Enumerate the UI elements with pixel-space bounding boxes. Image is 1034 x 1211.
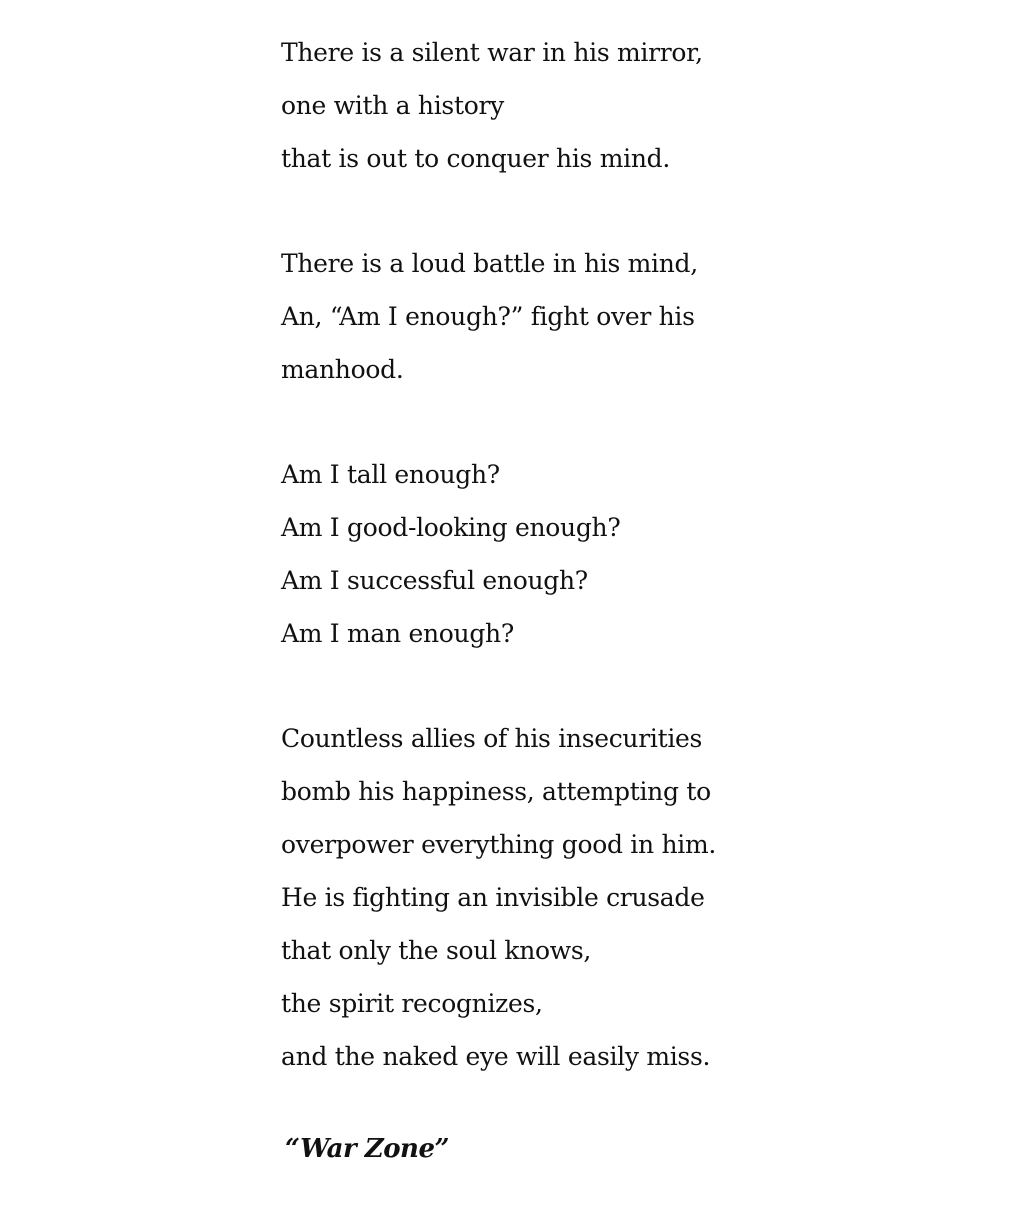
poem-line: Am I man enough? (281, 619, 514, 648)
poem-line: Am I tall enough? (281, 460, 500, 489)
poem-line: An, “Am I enough?” fight over his (281, 302, 695, 331)
stanza-divider (281, 396, 981, 448)
poem-body (281, 26, 981, 1083)
poem-line: bomb his happiness, attempting to (281, 777, 711, 806)
poem-line: overpower everything good in him. (281, 830, 716, 859)
poem-line: and the naked eye will easily miss. (281, 1042, 711, 1071)
poem-line: that only the soul knows, (281, 936, 592, 965)
poem-line: one with a history (281, 91, 504, 120)
poem-line: Am I successful enough? (281, 566, 588, 595)
stanza-3 (281, 448, 981, 660)
poem-line: Countless allies of his insecurities (281, 724, 703, 753)
stanza-divider (281, 185, 981, 237)
poem-line: the spirit recognizes, (281, 989, 543, 1018)
poem-line: manhood. (281, 355, 404, 384)
poem-line: He is fighting an invisible crusade (281, 883, 705, 912)
poem-line: Am I good-looking enough? (281, 513, 621, 542)
poem-line: There is a silent war in his mirror, (281, 38, 703, 67)
stanza-4 (281, 712, 981, 1083)
poem-line: that is out to conquer his mind. (281, 144, 670, 173)
poem-title: “War Zone” (285, 1134, 449, 1164)
stanza-2 (281, 237, 981, 396)
stanza-1 (281, 26, 981, 185)
poem-line: There is a loud battle in his mind, (281, 249, 698, 278)
stanza-divider (281, 660, 981, 712)
